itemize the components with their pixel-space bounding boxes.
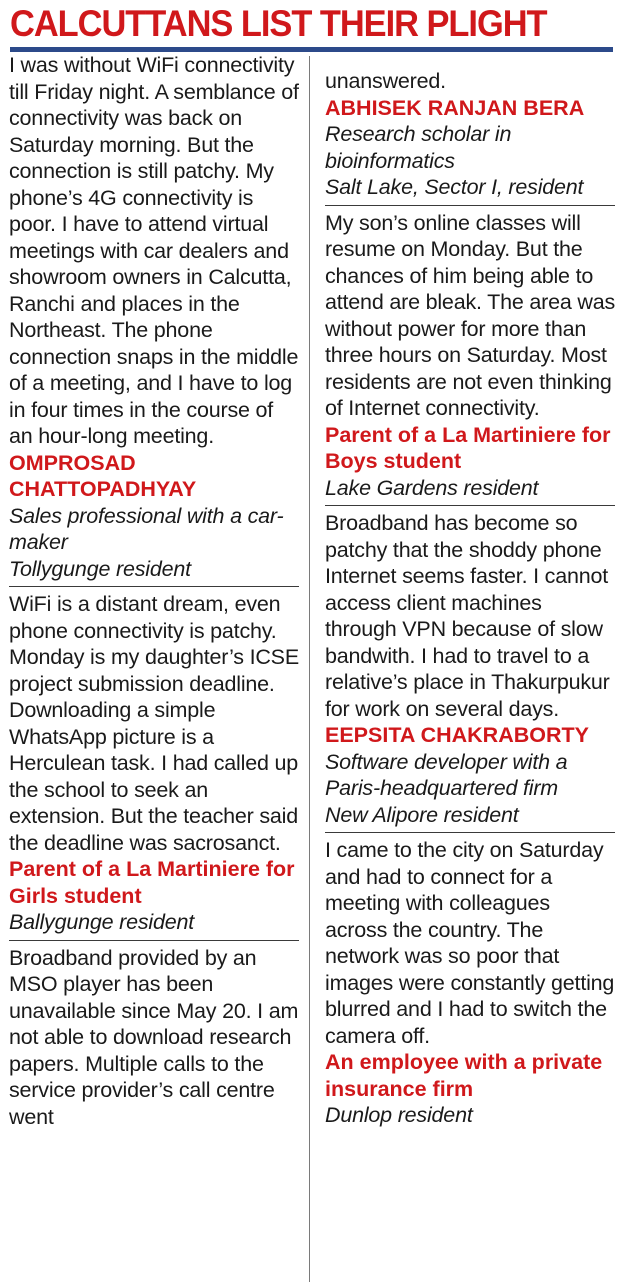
testimony-entry bbox=[325, 205, 615, 502]
testimony-location: Salt Lake, Sector I, resident bbox=[325, 175, 584, 199]
testimony-entry bbox=[9, 52, 299, 582]
testimony-location: Tollygunge resident bbox=[9, 556, 191, 581]
testimony-occupation: Software developer with a Paris-headquartered firm bbox=[325, 749, 568, 800]
testimony-occupation: Research scholar in bioinformatics bbox=[325, 122, 512, 173]
testimony-entry-continued bbox=[325, 68, 615, 201]
testimony-name: OMPROSAD CHATTOPADHYAY bbox=[9, 450, 197, 501]
testimony-entry bbox=[325, 505, 615, 828]
testimony-quote: unanswered. bbox=[325, 69, 446, 93]
testimony-location: New Alipore resident bbox=[325, 802, 519, 827]
testimony-entry bbox=[9, 940, 299, 1131]
testimony-name: ABHISEK RANJAN BERA bbox=[325, 95, 585, 120]
testimony-location: Ballygunge resident bbox=[9, 910, 195, 934]
testimony-quote: I came to the city on Saturday and had to connect for a meeting with colleagues across the country. The network was so poor that images were constantly getting blurred and I had to switch the camera off. bbox=[325, 838, 615, 1048]
testimony-name: Parent of a La Martiniere for Boys student bbox=[325, 422, 611, 473]
testimony-name: An employee with a private insurance firm bbox=[325, 1050, 603, 1101]
column-divider bbox=[309, 56, 310, 1282]
testimony-occupation: Sales professional with a car-maker bbox=[9, 503, 284, 554]
right-column bbox=[325, 52, 615, 1129]
testimony-entry bbox=[9, 586, 299, 936]
testimony-quote: I was without WiFi connectivity till Friday night. A semblance of connectivity was back on Saturday morning. But the connection is still patchy. My phone’s 4G connectivity is poor. I have to attend virtual meetings with car dealers and showroom owners in Calcutta, Ranchi and places in the Northeast. The phone connection snaps in the middle of a meeting, and I have to log in four times in the course of an hour-long meeting. bbox=[9, 53, 299, 448]
left-column bbox=[9, 52, 299, 1130]
testimony-location: Lake Gardens resident bbox=[325, 475, 539, 500]
testimony-entry bbox=[325, 832, 615, 1129]
testimony-location: Dunlop resident bbox=[325, 1103, 473, 1127]
testimony-name: EEPSITA CHAKRABORTY bbox=[325, 723, 589, 747]
testimony-quote: WiFi is a distant dream, even phone connectivity is patchy. Monday is my daughter’s ICSE project submission deadline. Downloading a simple WhatsApp picture is a Herculean task. I had called up the school to seek an extension. But the teacher said the deadline was sacrosanct. bbox=[9, 592, 299, 855]
testimony-quote: Broadband has become so patchy that the shoddy phone Internet seems faster. I cannot access client machines through VPN because of slow bandwith. I had to travel to a relative’s place in Thakurpukur for work on several days. bbox=[325, 511, 610, 721]
headline: CALCUTTANS LIST THEIR PLIGHT bbox=[10, 3, 547, 44]
testimony-quote: Broadband provided by an MSO player has been unavailable since May 20. I am not able to download research papers. Multiple calls to the service provider’s call centre went bbox=[9, 945, 299, 1129]
testimony-name: Parent of a La Martiniere for Girls student bbox=[9, 857, 295, 908]
testimony-quote: My son’s online classes will resume on Monday. But the chances of him being able to attend are bleak. The area was without power for more than three hours on Saturday. Most residents are not even thinking of Internet connectivity. bbox=[325, 210, 616, 420]
